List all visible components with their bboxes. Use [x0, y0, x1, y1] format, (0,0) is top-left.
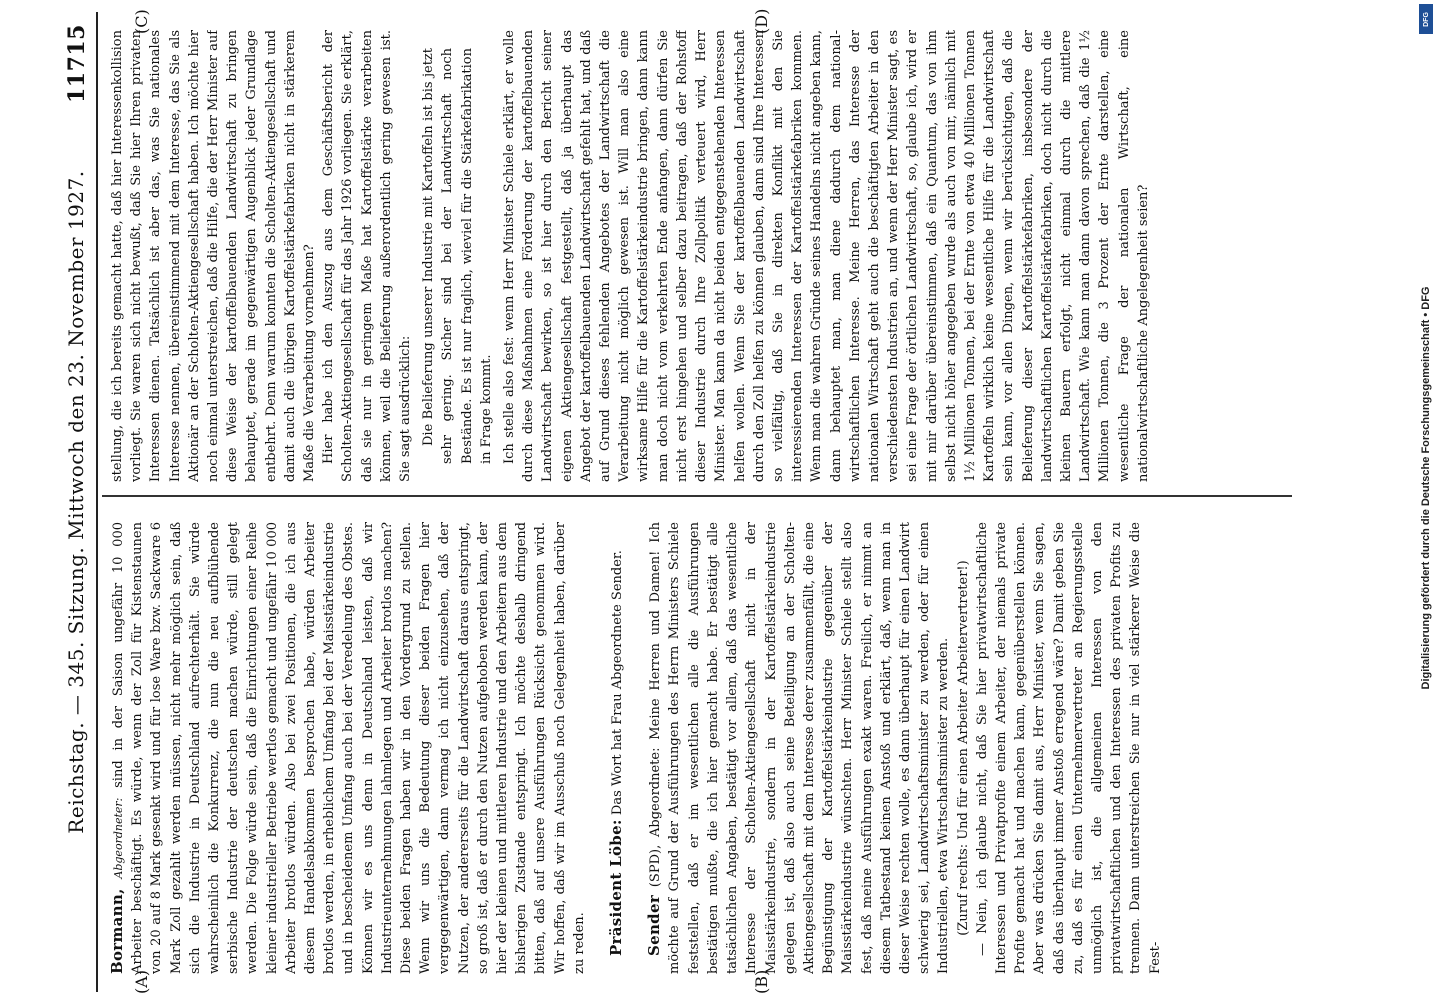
paragraph-text: — Nein, ich glaube nicht, daß Sie hier privatwirtschaftliche Interessen und Privatprofite einem Arbeiter, der niemals private Profite gemacht hat und machen kann, gegenüberstellen können. Aber was drücken Sie damit aus, Herr Minister, wenn Sie sagen, daß das überhaupt immer Anstoß erregend wäre? Damit geben Sie zu, daß es für einen Unternehmervertreter an Regierungsstelle unmöglich ist, die allgemeinen Interessen von den privatwirtschaftlichen und den Interessen des privaten Profits zu trennen. Dann unterstreichen Sie nur in viel stärkerer Weise die Fest- [974, 522, 1163, 974]
paragraph-text: Hier habe ich den Auszug aus dem Geschäftsbericht der Scholten-Aktiengesellschaft für das Jahr 1926 vorliegen. Sie erklärt, daß sie nur in geringem Maße hat Kartoffelstärke verarbeiten können, weil die Belieferung außerordentlich gering gewesen ist. Sie sagt ausdrücklich: [321, 30, 414, 482]
dfg-strip [1418, 0, 1434, 1000]
quotation: Die Belieferung unserer Industrie mit Kartoffeln ist bis jetzt sehr gering. Sicher sind bei der Landwirtschaft noch Bestände. Es ist nur fraglich, wieviel für die Stärkefabrikation in Frage kommt. [421, 48, 494, 464]
dfg-credit: Digitalisierung gefördert durch die Deutsche Forschungsgemeinschaft • DFG [1420, 286, 1432, 690]
paragraph-text: Das Wort hat Frau Abgeordnete Sender. [610, 550, 626, 816]
speaker-name: Bormann, [108, 888, 126, 974]
margin-marker-a: (A) [132, 969, 151, 994]
speaker-role: (SPD), Abgeordnete: [648, 747, 664, 888]
paragraph-text: sind in der Saison ungefähr 10 000 Arbeiter beschäftigt. Es würde, wenn der Zoll für Kistenstaunen von 20 auf 8 Mark gesenkt wird und für lose Ware bzw. Sackware 6 Mark Zoll gezahlt werden müssen, nicht mehr möglich sein, daß sich die Industrie in Deutschland aufrechterhält. Sie würde wahrscheinlich die Konkurrenz, die nun die neu aufblühende serbische Industrie der deutschen machen würde, still gelegt werden. Die Folge würde sein, daß die Einrichtungen einer Reihe kleiner industrieller Betriebe wertlos gemacht und ungefähr 10 000 Arbeiter brotlos würden. Also bei zwei Positionen, die ich aus diesem Handelsabkommen besprochen habe, würden Arbeiter brotlos werden, in erheblichem Umfang bei der Maisstärkeindustrie und in bescheidenem Umfang auch bei der Veredelung des Obstes. Können wir es uns denn in Deutschland leisten, daß wir Industrieunternehmungen lahmlegen und Arbeiter brotlos machen? Diese beiden Fragen haben wir in den Vordergrund zu stellen. Wenn wir uns die Bedeutung dieser beiden Fragen hier vergegenwärtigen, dann vermag ich nicht einzusehen, daß der Nutzen, der andererseits für die Landwirtschaft daraus entspringt, so groß ist, daß er durch den Nutzen aufgehoben werden kann, der hier der kleinen und mittleren Industrie und den Arbeitern aus dem bisherigen Zustande entspringt. Ich möchte deshalb dringend bitten, daß auf unsere Ausführungen Rücksicht genommen wird. Wir hoffen, daß wir im Ausschuß noch Gelegenheit haben, darüber zu reden. [111, 522, 587, 974]
margin-marker-b: (B) [752, 969, 771, 994]
paragraph-president [607, 522, 627, 974]
margin-marker-c: (C) [132, 9, 151, 34]
paragraph-text: Ich stelle also fest: wenn Herr Minister Schiele erklärt, er wolle durch diese Maßnahmen eine Förderung der kartoffelbauenden Landwirtschaft bewirken, so ist hier durch den Bericht seiner eigenen Aktiengesellschaft festgestellt, daß ja überhaupt das Angebot der kartoffelbauenden Landwirtschaft gefehlt hat, und daß auf Grund dieses fehlenden Angebotes der Landwirtschaft die Verarbeitung nicht möglich gewesen ist. Will man also eine wirksame Hilfe für die Kartoffelstärkeindustrie bringen, dann kann man doch nicht vom verkehrten Ende anfangen, dann dürfen Sie nicht erst hingehen und selber dazu beitragen, daß der Rohstoff dieser Industrie durch Ihre Zollpolitik verteuert wird, Herr Minister. Man kann da nicht beiden entgegenstehenden Interessen helfen wollen. Wenn Sie der kartoffelbauenden Landwirtschaft durch den Zoll helfen zu können glauben, dann sind Ihre Interessen so vielfältig, daß Sie in direkten Konflikt mit den Sie interessierenden Interessen der Kartoffelstärkefabriken kommen. Wenn man die wahren Gründe seines Handelns nicht angeben kann, dann behauptet man, man diene dadurch dem national-wirtschaftlichen Interesse. Meine Herren, das Interesse der nationalen Wirtschaft geht auch die beschäftigten Arbeiter in den verschiedensten Industrien an, und wenn der Herr Minister sagt, es sei eine Frage der örtlichen Landwirtschaft, so, glaube ich, wird er mit mir darüber übereinstimmen, daß ein Quantum, das von ihm selbst nicht höher angegeben wurde als auch von mir, nämlich mit 1½ Millionen Tonnen, bei der Ernte von etwa 40 Millionen Tonnen Kartoffeln wirklich keine wesentliche Hilfe für die Landwirtschaft sein kann, vor allen Dingen, wenn wir berücksichtigen, daß die Belieferung dieser Kartoffelstärkefabriken, insbesondere der landwirtschaftlichen Kartoffelstärkefabriken, doch nicht durch die kleinen Bauern erfolgt, nicht einmal durch die mittlere Landwirtschaft. Wie kann man dann davon sprechen, daß die 1½ Millionen Tonnen, die 3 Prozent der Ernte darstellen, eine wesentliche Frage der nationalen Wirtschaft, eine nationalwirtschaftliche Angelegenheit seien? [502, 30, 1151, 482]
page-header [62, 12, 94, 992]
page-number: 11715 [64, 24, 90, 104]
speaker-name: Sender [645, 894, 664, 956]
header-rule [96, 12, 98, 992]
speaker-name: Präsident Löbe: [607, 819, 626, 956]
page-title: Reichstag. — 345. Sitzung. Mittwoch den 23. November 1927. [64, 170, 88, 834]
column-divider [102, 495, 1292, 497]
paragraph-sender [645, 522, 953, 974]
margin-marker-d: (D) [752, 8, 771, 34]
interjection: (Zuruf rechts: Und für einen Arbeiter Arbeitervertreter!) [955, 560, 971, 936]
speaker-role: Abgeordneter: [112, 797, 125, 879]
document-page [62, 8, 1342, 994]
right-column [108, 30, 1288, 482]
paragraph-text: Meine Herren und Damen! Ich möchte auf Grund der Ausführungen des Herrn Ministers Schiele feststellen, daß er im wesentlichen alle die Ausführungen bestätigen mußte, die ich hier gemacht habe. Er bestätigt alle tatsächlichen Angaben, bestätigt vor allem, daß das wesentliche Interesse der Scholten-Aktiengesellschaft nicht in der Maisstärkeindustrie, sondern in der Kartoffelstärkeindustrie gelegen ist, daß also auch seine Beteiligung an der Scholten-Aktiengesellschaft mit dem Interesse derer zusammenfällt, die eine Begünstigung der Kartoffelstärkeindustrie gegenüber der Maisstärkeindustrie wünschten. Herr Minister Schiele stellt also fest, daß meine Ausführungen exakt waren. Freilich, er nimmt an diesem Tatbestand keinen Anstoß und erklärt, daß, wenn man in dieser Weise rechten wolle, es dann überhaupt für einen Landwirt schwierig sei, Landwirtschaftsminister zu werden, oder für einen Industriellen, etwa Wirtschaftsminister zu werden. [648, 522, 952, 974]
paragraph-text: stellung, die ich bereits gemacht hatte, daß hier Interessenkollision vorliegt. Sie waren sich nicht bewußt, daß Sie hier Ihren privaten Interessen dienen. Tatsächlich ist aber das, was Sie nationales Interesse nennen, übereinstimmend mit dem Interesse, das Sie als Aktionär an der Scholten-Aktiengesellschaft haben. Ich möchte hier noch einmal unterstreichen, daß die Hilfe, die der Herr Minister auf diese Weise der kartoffelbauenden Landwirtschaft zu bringen behauptet, gerade im gegenwärtigen Augenblick jeder Grundlage entbehrt. Denn warum konnten die Scholten-Aktiengesellschaft und damit auch die übrigen Kartoffelstärkefabriken nicht in stärkerem Maße die Verarbeitung vornehmen? [110, 30, 318, 482]
dfg-logo: DFG [1419, 4, 1433, 34]
left-column [108, 522, 1288, 974]
paragraph-bormann [108, 522, 589, 974]
